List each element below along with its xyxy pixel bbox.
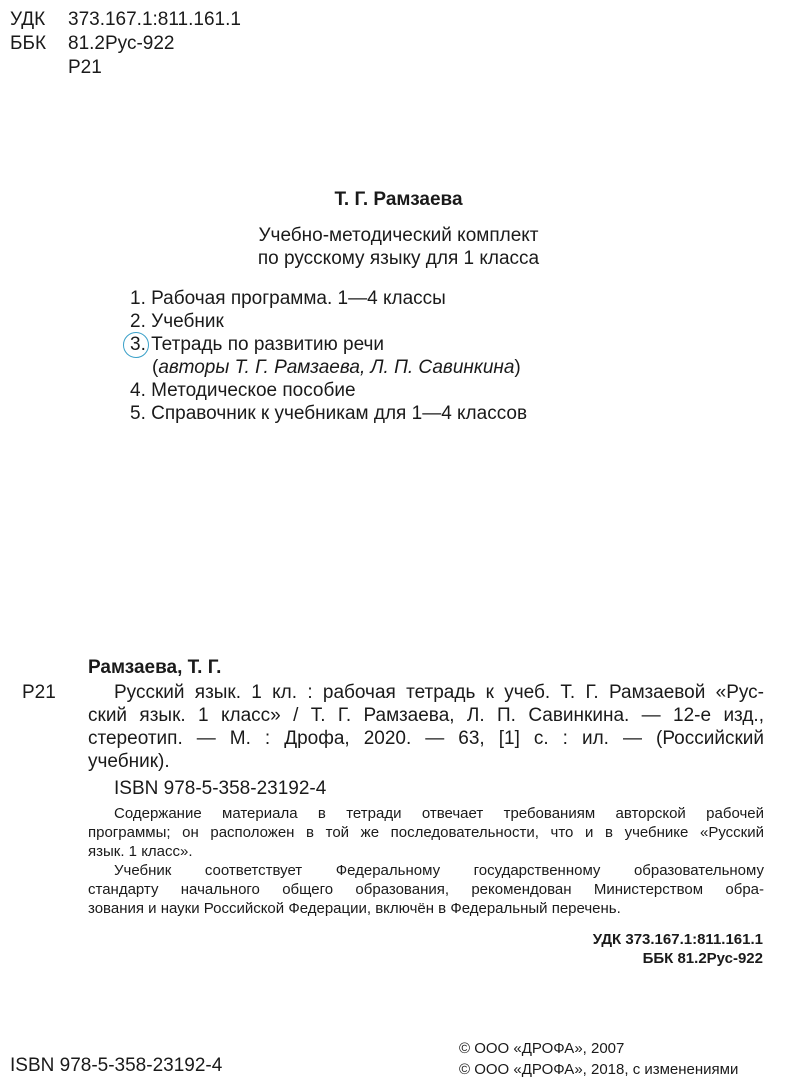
udk-value: 373.167.1:811.161.1 bbox=[68, 9, 241, 30]
list-item-text: Рабочая программа. 1—4 классы bbox=[151, 288, 446, 309]
kit-title-line2: по русскому языку для 1 класса bbox=[257, 248, 540, 269]
list-item-number: 4. bbox=[130, 380, 146, 401]
note-line: программы; он расположен в той же последовательности, что и в учебнике «Русский bbox=[88, 824, 764, 841]
note-paren-close: ) bbox=[514, 357, 521, 378]
list-item-note bbox=[130, 356, 527, 379]
note-line: зования и науки Российской Федерации, включён в Федеральный перечень. bbox=[88, 900, 621, 917]
author-mark-top: Р21 bbox=[68, 57, 102, 78]
list-item bbox=[130, 379, 527, 402]
description-line: стереотип. — М. : Дрофа, 2020. — 63, [1] с. : ил. — (Российский bbox=[88, 728, 764, 749]
catalog-heading: Рамзаева, Т. Г. bbox=[88, 657, 222, 678]
note-line: Содержание материала в тетради отвечает требованиям авторской рабочей bbox=[114, 805, 764, 822]
kit-list bbox=[130, 287, 527, 425]
list-item-number: 2. bbox=[130, 311, 146, 332]
list-item-text: Учебник bbox=[151, 311, 224, 332]
list-item bbox=[130, 310, 527, 333]
note-line: Учебник соответствует Федеральному государственному образовательному bbox=[114, 862, 764, 879]
footer-isbn: ISBN 978-5-358-23192-4 bbox=[10, 1055, 223, 1076]
catalog-note-content bbox=[88, 804, 764, 861]
catalog-note-standard bbox=[88, 861, 764, 918]
bbk-bold: ББК 81.2Рус-922 bbox=[642, 950, 763, 967]
catalog-description bbox=[88, 681, 764, 773]
note-line: язык. 1 класс». bbox=[88, 843, 193, 860]
udk-bold: УДК 373.167.1:811.161.1 bbox=[592, 931, 763, 948]
catalog-mark: Р21 bbox=[22, 682, 56, 703]
udk-code-row bbox=[10, 8, 241, 31]
list-item bbox=[130, 402, 527, 425]
bbk-code-row bbox=[10, 32, 174, 55]
list-item-number: 1. bbox=[130, 288, 146, 309]
bbk-value: 81.2Рус-922 bbox=[68, 33, 175, 54]
note-paren-open: ( bbox=[152, 357, 159, 378]
list-item-highlighted bbox=[130, 333, 527, 356]
list-item-number-circled: 3. bbox=[130, 334, 146, 355]
catalog-isbn: ISBN 978-5-358-23192-4 bbox=[114, 778, 327, 799]
list-item-authors: авторы Т. Г. Рамзаева, Л. П. Савинкина bbox=[158, 357, 515, 378]
udk-label: УДК bbox=[10, 9, 46, 30]
description-line: ский язык. 1 класс» / Т. Г. Рамзаева, Л. П. Савинкина. — 12-е изд., bbox=[88, 705, 764, 726]
description-line: учебник). bbox=[88, 751, 170, 772]
bbk-label: ББК bbox=[10, 33, 47, 54]
description-line: Русский язык. 1 кл. : рабочая тетрадь к учеб. Т. Г. Рамзаевой «Рус- bbox=[114, 682, 764, 703]
list-item-text: Тетрадь по развитию речи bbox=[151, 334, 385, 355]
list-item-number: 5. bbox=[130, 403, 146, 424]
copyright-line-1: © ООО «ДРОФА», 2007 bbox=[459, 1040, 625, 1057]
copyright-line-2: © ООО «ДРОФА», 2018, с изменениями bbox=[459, 1061, 739, 1078]
note-line: стандарту начального общего образования, рекомендован Министерством обра- bbox=[88, 881, 764, 898]
kit-title-line1: Учебно-методический комплект bbox=[258, 225, 539, 246]
kit-author: Т. Г. Рамзаева bbox=[334, 189, 463, 210]
list-item-text: Методическое пособие bbox=[151, 380, 356, 401]
list-item bbox=[130, 287, 527, 310]
list-item-text: Справочник к учебникам для 1—4 классов bbox=[151, 403, 528, 424]
